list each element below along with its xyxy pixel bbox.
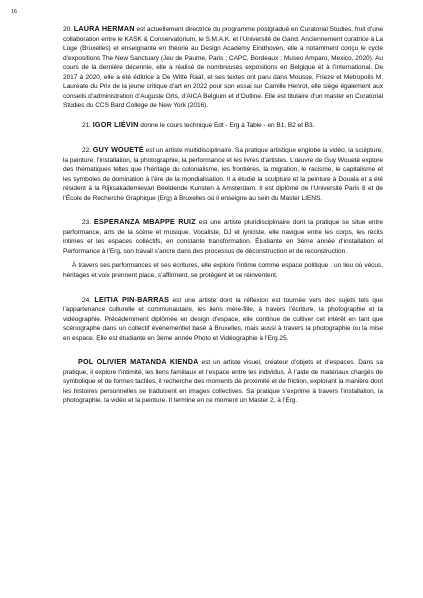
entry-number: 22.: [82, 146, 91, 154]
entry-number: 20.: [63, 26, 72, 33]
entry-number: 23.: [82, 219, 91, 227]
page-number: 16: [11, 9, 18, 15]
bio-text-continued: À travers ses performances et ses écritures, elle explore l’intime comme espace politique : un lieu où vécus, héritages et voix prennent place, s’affirment, se protègent et se réinventent.: [63, 262, 383, 279]
person-name: LEITIA PIN-BARRAS: [94, 294, 170, 304]
bio-entry-21: [63, 120, 383, 131]
bio-text: est une artiste dont la réflexion est tournée vers des sujets tels que l’appartenance culturelle et communautaire, les liens mère-fille, à travers l’écriture, la photographie et la vidéographie. Précédemment diplômée en design d’espace, elle continue de cultiver cet intérêt en tant que scénographe dans un collectif événementiel basé à Bruxelles, mais aussi à travers la photographie ou la mise en espace. Elle est étudiante en 3ème année Photo et Vidéographie à l’Erg.25.: [63, 296, 383, 342]
bio-entry-20: [63, 24, 383, 111]
person-name: LAURA HERMAN: [73, 24, 135, 33]
person-name: IGOR LIÉVIN: [92, 120, 139, 130]
bio-text: est un artiste visuel, créateur d’objets et d’espaces. Dans sa pratique, il explore l’intimité, les liens familiaux et l’espace entre les individus. À l’aide de matériaux chargés de symbolique et de formes tactiles, il recherche des moments de proximité et de friction, explorant la manière dont les histoires personnelles se traduisent en images collectives. Sa pratique s’exprime à travers l’installation, la photographie, la vidéo et la peinture. Il termine en ce moment un Master 2, à l’Erg.: [63, 359, 383, 405]
entry-number: 21.: [82, 122, 91, 130]
bio-entry-22: [63, 145, 383, 203]
bio-list: [63, 24, 383, 416]
person-name: GUY WOUETÉ: [92, 144, 144, 154]
bio-entry-24: [63, 295, 383, 344]
person-name: POL OLIVIER MATANDA KIENDA: [78, 357, 199, 367]
bio-entry-23: [63, 217, 383, 280]
bio-text: est une artiste pluridisciplinaire dont la pratique se situe entre performance, arts de la scène et musique. Vocaliste, DJ et lyriciste, elle navigue entre les corps, les récits intimes et les espaces collectifs, en constante transformation. Étudiante en 3ème année d’installation et Performance à l’Erg, son travail s’ancre dans des processus de déconstruction et de reconstruction.: [63, 219, 384, 255]
bio-text: est un artiste multidisciplinaire. Sa pratique artistique englobe la vidéo, la sculpture, la peinture, l’installation, la photographie, la performance et les livres d’artistes. L’œuvre de Guy Woueté explore des thématiques telles que l’héritage du colonialisme, les frontières, la migration, le racisme, le capitalisme et les symboles de domination à l’ère de la mondialisation. Il a étudié la sculpture et la peinture à Douala et a été résident à la Rijksakademievan Beeldende Kunsten à Amsterdam. Il est diplômé de l’Université Paris 8 et de l’École de Recherche Graphique (Erg) à Bruxelles où il enseigne au sein du Master LIENS.: [63, 146, 383, 202]
bio-text: est actuellement directrice du programme postgradué en Curatorial Studies, fruit d’une collaboration entre le KASK & Conservatorium, le S.M.A.K. et l’Université de Gand. Anciennement curatrice à La Loge (Bruxelles) et enseignante en théorie au Design Academy Eindhoven, elle a notamment conçu le cycle d’expositions The New Sanctuary (Jeu de Paume, Paris ; CAPC, Bordeaux ; Museo Amparo, Mexico, 2020). Au cours de la dernière décennie, elle a réalisé de nombreuses expositions en Belgique et à l’international. De 2017 à 2020, elle a été éditrice à De Witte Raaf, et ses textes ont paru dans Mousse, Frieze et Metropolis M. Lauréate du Prix de la jeune critique d’art en 2022 pour son essai sur Camille Henrot, elle siège également aux conseils d’administration d’Auguste Orts, d’AICA Belgium et d’Outline. Elle est titulaire d’un master en Curatorial Studies du CCS Bard College de New York (2016).: [63, 26, 383, 110]
bio-text: donne le cours technique Edt - Erg à Table - en B1, B2 et B3.: [140, 122, 315, 130]
person-name: ESPERANZA MBAPPE RUIZ: [93, 217, 196, 227]
bio-entry-25: [63, 357, 383, 406]
entry-number: 24.: [82, 296, 91, 304]
